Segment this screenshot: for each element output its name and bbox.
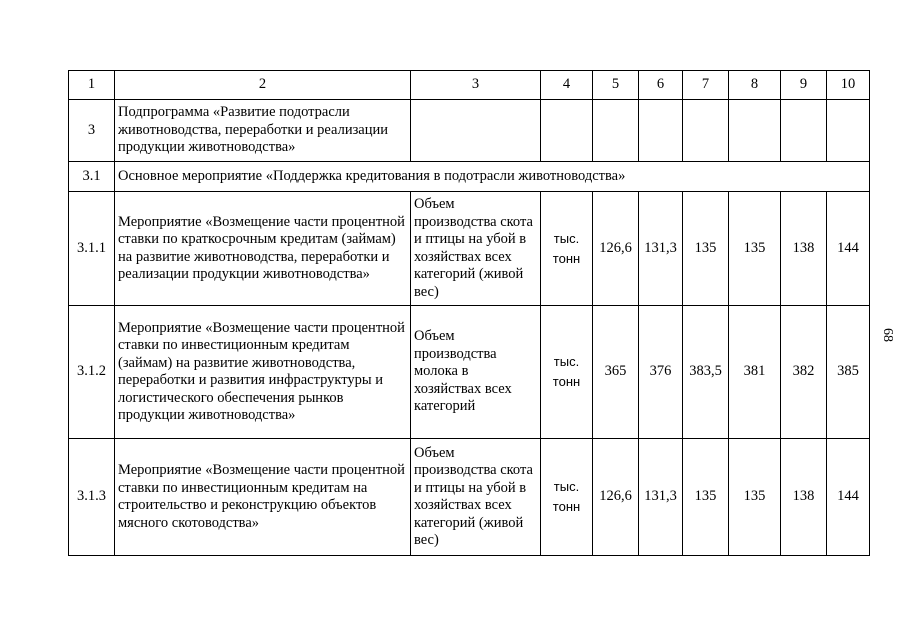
row-number: 3.1.2 (69, 306, 115, 439)
value-cell: 144 (827, 192, 870, 306)
header-cell: 5 (593, 71, 639, 100)
indicator-cell: Объем производства скота и птицы на убой в хозяйствах всех категорий (живой вес) (411, 439, 541, 556)
program-table (68, 70, 870, 556)
event-description: Мероприятие «Возмещение части процентной ставки по краткосрочным кредитам (займам) на развитие животноводства, переработки и реализации продукции животноводства» (115, 192, 411, 306)
header-cell: 4 (541, 71, 593, 100)
table-row (69, 192, 870, 306)
header-cell: 7 (683, 71, 729, 100)
indicator-cell: Объем производства молока в хозяйствах всех категорий (411, 306, 541, 439)
subprogram-title: Подпрограмма «Развитие подотрасли животноводства, переработки и реализации продукции животноводства» (115, 100, 411, 162)
value-cell: 135 (729, 192, 781, 306)
value-cell: 383,5 (683, 306, 729, 439)
event-description: Мероприятие «Возмещение части процентной ставки по инвестиционным кредитам (займам) на развитие животноводства, переработки и развития инфраструктуры и логистического обеспечения рынков продукции животноводства» (115, 306, 411, 439)
value-cell: 376 (639, 306, 683, 439)
event-description: Мероприятие «Возмещение части процентной ставки по инвестиционным кредитам на строительство и реконструкцию объектов мясного скотоводства» (115, 439, 411, 556)
value-cell: 126,6 (593, 439, 639, 556)
value-cell: 138 (781, 192, 827, 306)
value-cell: 126,6 (593, 192, 639, 306)
value-cell: 138 (781, 439, 827, 556)
header-cell: 8 (729, 71, 781, 100)
header-cell: 10 (827, 71, 870, 100)
value-cell: 131,3 (639, 192, 683, 306)
value-cell: 144 (827, 439, 870, 556)
value-cell: 365 (593, 306, 639, 439)
unit-cell: тыс. тонн (541, 306, 593, 439)
unit-cell: тыс. тонн (541, 439, 593, 556)
value-cell: 135 (683, 192, 729, 306)
header-cell: 6 (639, 71, 683, 100)
table-row (69, 439, 870, 556)
header-cell: 9 (781, 71, 827, 100)
value-cell: 381 (729, 306, 781, 439)
value-cell: 131,3 (639, 439, 683, 556)
page-number: 68 (880, 328, 895, 342)
row-number: 3.1.1 (69, 192, 115, 306)
main-event-title: Основное мероприятие «Поддержка кредитования в подотрасли животноводства» (115, 162, 870, 192)
indicator-cell: Объем производства скота и птицы на убой в хозяйствах всех категорий (живой вес) (411, 192, 541, 306)
row-number: 3.1.3 (69, 439, 115, 556)
table-row (69, 306, 870, 439)
value-cell: 382 (781, 306, 827, 439)
main-event-number: 3.1 (69, 162, 115, 192)
header-cell: 2 (115, 71, 411, 100)
value-cell: 385 (827, 306, 870, 439)
header-cell: 3 (411, 71, 541, 100)
value-cell: 135 (683, 439, 729, 556)
header-cell: 1 (69, 71, 115, 100)
subprogram-row (69, 100, 870, 162)
unit-cell: тыс. тонн (541, 192, 593, 306)
subprogram-number: 3 (69, 100, 115, 162)
main-event-row (69, 162, 870, 192)
value-cell: 135 (729, 439, 781, 556)
header-row (69, 71, 870, 100)
